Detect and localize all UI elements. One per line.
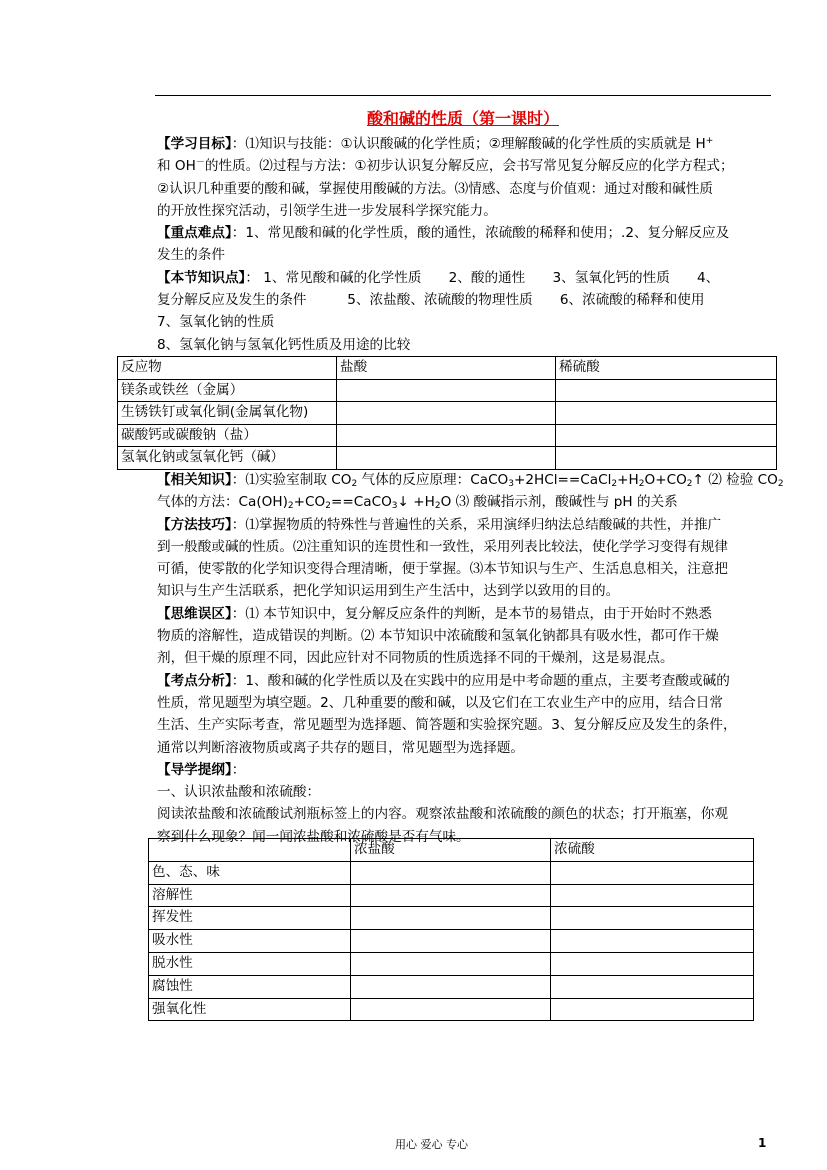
text-run: 的性质。⑵过程与方法：①初步认识复分解反应，会书写常见复分解反应的化学方程式； [204, 158, 734, 175]
knowledge-line-2: 复分解反应及发生的条件 5、浓盐酸、浓硫酸的物理性质 6、浓硫酸的稀释和使用 [157, 292, 705, 309]
table-row [149, 930, 754, 953]
table-cell: 脱水性 [149, 952, 351, 975]
table-cell [551, 952, 754, 975]
misconception-line-2: 物质的溶解性，造成错误的判断。⑵ 本节知识中浓硫酸和氢氧化钠都具有吸水性，都可作干燥 [157, 628, 719, 645]
table-header-cell: 盐酸 [337, 357, 556, 380]
objectives-label: 【学习目标】 [157, 136, 232, 152]
key-points-line-1 [157, 222, 772, 244]
acid-property-table [148, 838, 754, 1021]
table-cell [556, 379, 777, 402]
table-cell [551, 975, 754, 998]
table-cell [551, 861, 754, 884]
table-header-cell [149, 839, 351, 862]
related-knowledge-label: 【相关知识】 [157, 472, 232, 488]
subscript: 2 [434, 501, 441, 512]
table-row [118, 379, 777, 402]
guide-line-3: 阅读浓盐酸和浓硫酸试剂瓶标签上的内容。观察浓盐酸和浓硫酸的颜色的状态；打开瓶塞，你观 [157, 806, 728, 823]
text-run: 气体的反应原理：CaCO [357, 472, 509, 488]
superscript: + [705, 136, 714, 146]
table-row [149, 952, 754, 975]
text-run: 和 OH [157, 158, 196, 175]
table-header-cell: 浓盐酸 [351, 839, 551, 862]
table-row [149, 998, 754, 1021]
table-cell [551, 930, 754, 953]
body-section [157, 469, 784, 848]
misconception-line-3: 剂，但干燥的原理不同，因此应针对不同物质的性质选择不同的干燥剂，这是易混点。 [157, 650, 674, 667]
intro-section [157, 133, 772, 356]
exam-analysis-line-3: 生活、生产实际考查，常见题型为选择题、简答题和实验探究题。3、复分解反应及发生的条件， [157, 717, 737, 734]
guide-line-4: 察到什么现象？闻一闻浓盐酸和浓硫酸是否有气味。 [157, 828, 470, 845]
text-run: +CO [293, 494, 326, 511]
table-cell [551, 907, 754, 930]
table-header-cell: 浓硫酸 [551, 839, 754, 862]
knowledge-label: 【本节知识点】 [157, 269, 246, 286]
subscript: 3 [391, 501, 398, 512]
text-run: ：⑴ 本节知识中，复分解反应条件的判断，是本节的易错点，由于开始时不熟悉 [231, 605, 712, 622]
knowledge-line-3: 7、氢氧化钠的性质 [157, 314, 275, 331]
related-knowledge-line-1 [157, 469, 784, 491]
table-cell [337, 424, 556, 447]
table-cell [351, 952, 551, 975]
related-knowledge-line-2 [157, 491, 772, 513]
guide-label: 【导学提纲】 [157, 761, 232, 778]
table-row [118, 424, 777, 447]
knowledge-line-1 [157, 267, 772, 289]
table-cell: 氢氧化钠或氢氧化钙（碱） [118, 447, 337, 470]
text-run: ↓ +H [397, 494, 435, 511]
table-cell [351, 998, 551, 1021]
method-line-3: 可循，使零散的化学知识变得合理清晰，便于掌握。⑶本节知识与生产、生活息息相关，注意把 [157, 561, 728, 578]
table-cell [556, 447, 777, 470]
table-cell [351, 975, 551, 998]
method-label: 【方法技巧】 [157, 516, 232, 533]
text-run: ：⑴掌握物质的特殊性与普遍性的关系，采用演绎归纳法总结酸碱的共性，并推广 [231, 516, 722, 533]
text-run: +H [617, 472, 639, 488]
exam-analysis-label: 【考点分析】 [157, 672, 232, 689]
text-run: O ⑶ 酸碱指示剂，酸碱性与 pH 的关系 [440, 494, 678, 511]
objectives-line-1 [157, 133, 772, 155]
superscript: － [195, 158, 205, 169]
text-run: ：1、酸和碱的化学性质以及在实践中的应用是中考命题的重点，主要考查酸或碱的 [231, 672, 730, 689]
table-cell [351, 930, 551, 953]
exam-analysis-line-4: 通常以判断溶液物质或离子共存的题目，常见题型为选择题。 [157, 739, 525, 756]
key-points-line-2: 发生的条件 [157, 247, 225, 264]
table-cell [351, 861, 551, 884]
table-cell [337, 447, 556, 470]
subscript: 2 [777, 479, 784, 489]
table-cell: 强氧化性 [149, 998, 351, 1021]
table-cell: 吸水性 [149, 930, 351, 953]
table-row [118, 402, 777, 425]
table-cell [351, 884, 551, 907]
exam-analysis-line-1 [157, 670, 772, 692]
table-header-row [118, 357, 777, 380]
reaction-table [117, 356, 777, 470]
table-cell: 溶解性 [149, 884, 351, 907]
table-cell: 腐蚀性 [149, 975, 351, 998]
table-row [149, 975, 754, 998]
text-run: ： [231, 761, 246, 778]
exam-analysis-line-2: 性质，常见题型为填空题。2、几种重要的酸和碱，以及它们在工农业生产中的应用，结合日常 [157, 694, 723, 711]
misconception-label: 【思维误区】 [157, 605, 232, 622]
text-run: O+CO [644, 472, 687, 488]
table-cell [337, 402, 556, 425]
method-line-1 [157, 514, 772, 536]
guide-line-2: 一、认识浓盐酸和浓硫酸： [157, 784, 321, 801]
guide-line-1 [157, 759, 772, 781]
key-points-label: 【重点难点】 [157, 225, 232, 242]
text-run: +2HCl==CaCl [514, 472, 612, 488]
table-header-cell: 稀硫酸 [556, 357, 777, 380]
text-run: ： 1、常见酸和碱的化学性质 2、酸的通性 3、氢氧化钙的性质 4、 [245, 269, 720, 286]
table-cell [551, 998, 754, 1021]
table-cell [556, 424, 777, 447]
subscript: 3 [508, 479, 514, 489]
table-row [149, 861, 754, 884]
subscript: 2 [325, 501, 331, 512]
objectives-line-2 [157, 155, 772, 177]
table-cell [337, 379, 556, 402]
text-run: ：1、常见酸和碱的化学性质，酸的通性，浓硫酸的稀释和使用；.2、复分解反应及 [231, 225, 730, 242]
method-line-2: 到一般酸或碱的性质。⑵注重知识的连贯性和一致性，采用列表比较法，使化学学习变得有规律 [157, 538, 728, 555]
table-cell: 碳酸钙或碳酸钠（盐） [118, 424, 337, 447]
table-header-row [149, 839, 754, 862]
table-cell: 色、态、味 [149, 861, 351, 884]
subscript: 2 [351, 479, 358, 489]
method-line-4: 知识与生产生活联系，把化学知识运用到生产生活中，达到学以致用的目的。 [157, 583, 620, 600]
footer-motto: 用心 爱心 专心 [395, 1138, 468, 1151]
text-run: ：⑴实验室制取 CO [231, 472, 352, 488]
table-row [118, 447, 777, 470]
objectives-text: ：⑴知识与技能：①认识酸碱的化学性质；②理解酸碱的化学性质的实质就是 H [231, 136, 706, 152]
text-run: ↑ ⑵ 检验 CO [692, 472, 778, 488]
subscript: 2 [611, 479, 618, 489]
subscript: 2 [638, 479, 645, 489]
text-run: 气体的方法：Ca(OH) [157, 494, 288, 511]
subscript: 2 [287, 501, 294, 512]
objectives-line-4: 的开放性探究活动，引领学生进一步发展科学探究能力。 [157, 202, 497, 219]
page-number: 1 [758, 1136, 767, 1150]
table-cell: 挥发性 [149, 907, 351, 930]
table-row [149, 884, 754, 907]
objectives-line-3: ②认识几种重要的酸和碱，掌握使用酸碱的方法。⑶情感、态度与价值观：通过对酸和碱性质 [157, 180, 713, 197]
table-cell [556, 402, 777, 425]
table-cell [551, 884, 754, 907]
subscript: 2 [686, 479, 693, 489]
table-cell [351, 907, 551, 930]
knowledge-line-4: 8、氢氧化钠与氢氧化钙性质及用途的比较 [157, 336, 411, 353]
table-cell: 生锈铁钉或氧化铜(金属氧化物) [118, 402, 337, 425]
table-row [149, 907, 754, 930]
page-title: 酸和碱的性质（第一课时） [366, 109, 559, 128]
text-run: ==CaCO [330, 494, 392, 511]
table-cell: 镁条或铁丝（金属） [118, 379, 337, 402]
table-header-cell: 反应物 [118, 357, 337, 380]
header-rule [155, 95, 771, 96]
misconception-line-1 [157, 603, 772, 625]
